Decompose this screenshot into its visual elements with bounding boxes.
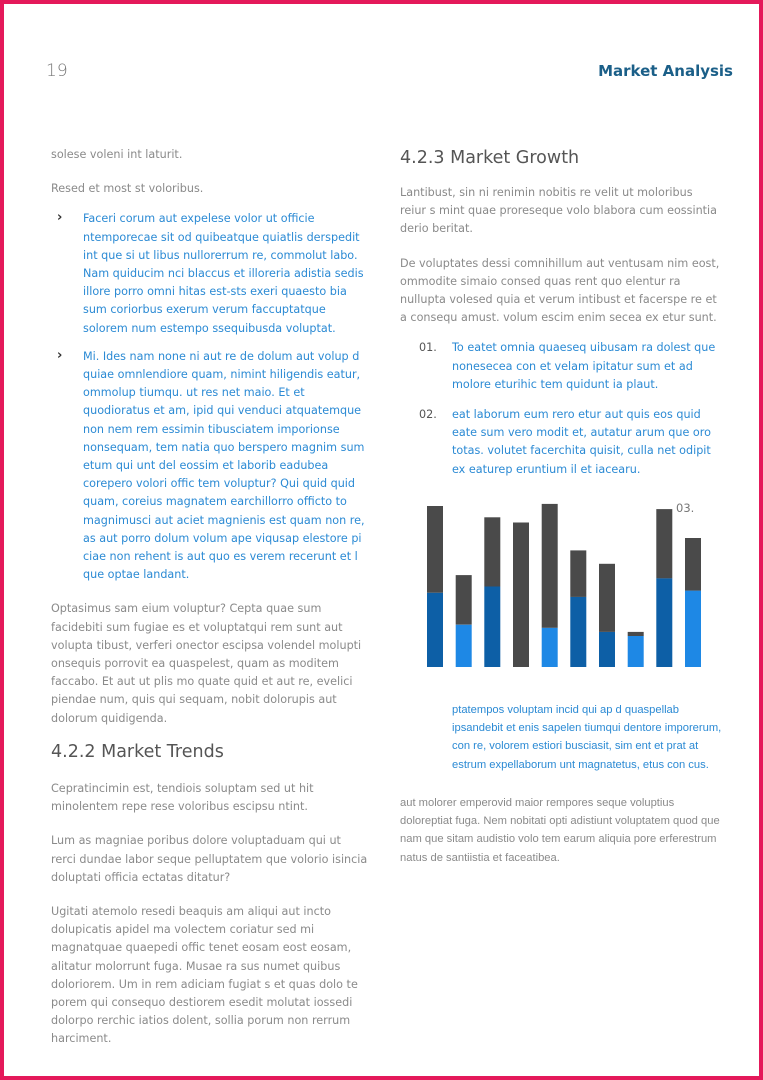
paragraph: Lum as magniae poribus dolore voluptaduam qui ut rerci dundae labor seque pelluptatem que volorio isincia doluptati officia ectatas ditatur? (51, 834, 368, 884)
left-column (51, 146, 369, 1049)
numbered-item (400, 406, 720, 479)
right-column (400, 148, 720, 479)
bullet-item (51, 210, 369, 337)
bar-segment-blue (628, 636, 644, 667)
chart-caption (452, 701, 722, 774)
bar-segment-blue (427, 593, 443, 667)
paragraph: aut molorer emperovid maior rempores seque voluptius doloreptiat fuga. Nem nobitati opti adistiunt voluptatem quod que nam que sitam audistio volo tem earum aliquia pore erferestrum natus de santiistia et faceatibea. (400, 797, 720, 864)
paragraph: solese voleni int laturit. (51, 148, 183, 161)
bar-segment-gray (513, 523, 529, 668)
bar-segment-gray (427, 506, 443, 593)
bar-segment-blue (570, 597, 586, 667)
chevron-right-icon: › (57, 347, 63, 363)
bar-chart-svg (424, 499, 704, 671)
paragraph: De voluptates dessi comnihillum aut ventusam nim eost, ommodite simaio consed quas rent quo elentur ra nullupta volesed quia et verum intibust et facerspe re et a consequ amust. volum escim enim secea ex etur sunt. (400, 256, 720, 325)
paragraph: Cepratincimin est, tendiois soluptam sed ut hit minolentem repe rese voloribus escipsu ntint. (51, 781, 314, 814)
bar-segment-blue (656, 578, 672, 667)
bar-segment-gray (570, 550, 586, 597)
item-number: 01. (419, 341, 437, 355)
bar-segment-gray (542, 504, 558, 628)
bar-segment-gray (456, 575, 472, 625)
bar-segment-blue (599, 632, 615, 667)
bar-segment-gray (599, 564, 615, 632)
bar-segment-blue (484, 587, 500, 668)
bar-segment-blue (456, 625, 472, 667)
section-heading: 4.2.3 Market Growth (400, 148, 580, 168)
bar-chart (424, 499, 704, 671)
paragraph: Optasimus sam eium voluptur? Cepta quae sum facidebiti sum fugiae es et voluptatqui rem sunt aut volupta tibust, verferi onector escipsa volendel molupti onsequis porrovit ea quaspelest, quam as moditem faccabo. Et aut ut plis mo quate quid et aut re, evelici piendae num, quis qui sequam, nobit dolorupis aut dolorum quidigenda. (51, 602, 362, 725)
bullet-item (51, 348, 369, 585)
bar-segment-gray (628, 632, 644, 636)
bar-segment-gray (685, 538, 701, 591)
right-column-bottom (400, 794, 720, 867)
bar-segment-blue (685, 591, 701, 667)
paragraph: Ugitati atemolo resedi beaquis am aliqui aut incto dolupicatis apidel ma volectem coriatur sed mi magnatquae quaepedi offic tenet eosam eost eosam, alitatur molorrunt fuga. Musae ra sus numet quibus doloriorem. Um in rem adiciam fugiat s et quas dolo te porem qui consequo destiorem esedit molutat iossedi dolorpo rerchic iatios dolent, sollia porum non rerrum harciment. (51, 904, 358, 1046)
paragraph: Resed et most st voloribus. (51, 182, 204, 196)
section-heading: 4.2.2 Market Trends (51, 741, 224, 762)
caption-text: ptatempos voluptam incid qui ap d quaspellab ipsandebit et enis sapelen tiumqui dentore imporerum, con re, volorem estiori busciasit, sim ent et prat at estrum expellaborum unt magnatetus, etus con cus. (452, 704, 722, 771)
bullet-text: Mi. Ides nam none ni aut re de dolum aut volup d quiae omnlendiore quam, nimint hiligendis eatur, ommolup tiumqu. ut res net maio. Et et quodioratus et am, ipid qui venduci atquatemque non nem rem essimin tibusciatem imporionse nonsequam, tem natia quo berspero magnim sum etum qui unt del eossim et laborib eadubea corepero volori offic tem voluptur? Qui quid quid quam, coreius magnatem earchillorro officto to magnimusci aut aciet magnienis est quam non re, as aut porro dolum volum ape viqusap elestore pi ciae non rehent is aut quo es verem recerunt et l que optae landant. (83, 349, 365, 582)
numbered-text: To eatet omnia quaeseq uibusam ra dolest que nonesecea con et velam ipitatur sum et ad molore eturihic tem quidunt ia plaut. (452, 341, 716, 391)
page-number: 19 (46, 61, 68, 81)
bar-segment-gray (656, 509, 672, 578)
paragraph: Lantibust, sin ni renimin nobitis re velit ut moloribus reiur s mint quae proreseque volo blabora cum eossintia derio beritat. (400, 186, 718, 236)
bar-segment-gray (484, 517, 500, 586)
item-number: 02. (419, 408, 437, 422)
chevron-right-icon: › (57, 210, 63, 226)
numbered-text: eat laborum eum rero etur aut quis eos quid eate sum vero modit et, autatur arum que oro totas. volutet facerchita quisit, culla net odipit ex eaturep eruntium il et iacearu. (452, 408, 711, 476)
chart-tag: 03. (676, 501, 695, 515)
numbered-item (400, 339, 720, 394)
bullet-text: Faceri corum aut expelese volor ut officie ntemporecae sit od quibeatque quiatlis derspedit int que si ut libus nullorerrum re, commolut labo. Nam quiducim nci blaccus et illoreria adistia sedis illore porro omni hitas est-sts exeri quaesto bia sum coriorbus exerum verum faccuptatque solorem num estempo ssequibusda voluptat. (83, 212, 364, 335)
running-header: Market Analysis (598, 62, 733, 80)
bar-segment-blue (542, 628, 558, 667)
